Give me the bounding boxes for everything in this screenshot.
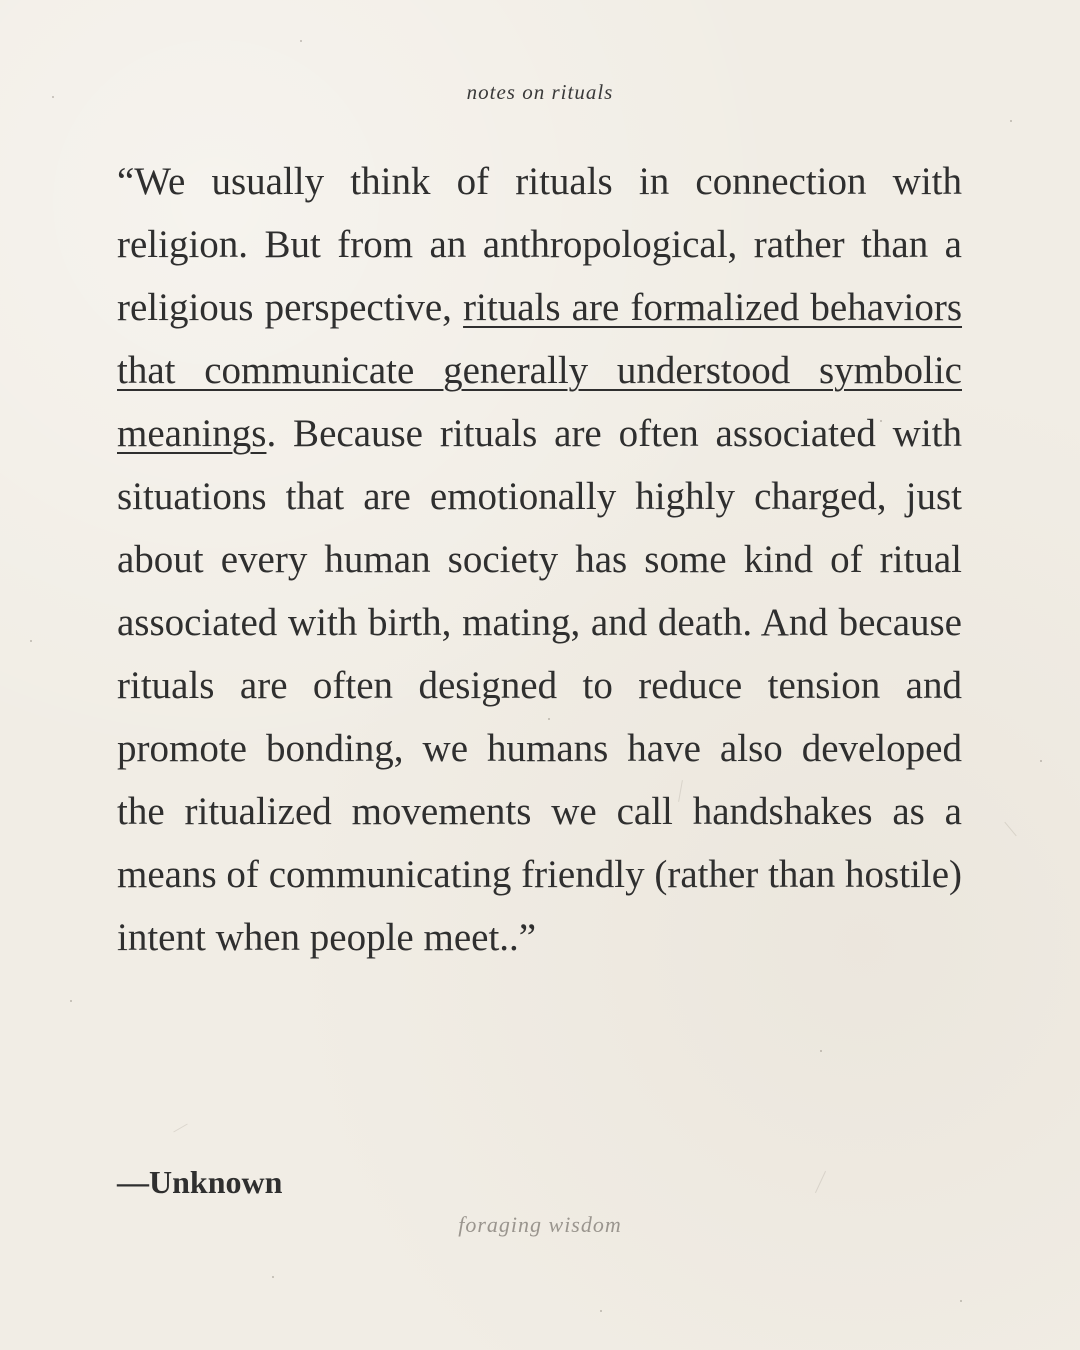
quote-attribution: —Unknown [117, 1164, 283, 1200]
page-title: notes on rituals [466, 80, 614, 104]
paper-speck [820, 1050, 822, 1052]
paper-speck [600, 1310, 602, 1312]
paper-speck [1010, 120, 1012, 122]
paper-speck [960, 1300, 962, 1302]
paper-speck [1040, 760, 1042, 762]
paper-speck [30, 640, 32, 642]
paper-fiber [173, 1124, 187, 1133]
paper-speck [272, 1276, 274, 1278]
paper-speck [300, 40, 302, 42]
quote-highlight: rituals are formalized behaviors that communicate generally understood symbolic meanings [117, 286, 963, 455]
quote-text-start: “We usually think of rituals in connection with religion. But from an anthropological, rather than a religious perspective, [117, 160, 962, 329]
quote-text [117, 150, 962, 969]
quote-text-end: . Because rituals are often associated with situations that are emotionally highly charged, just about every human society has some kind of ritual associated with birth, mating, and death. And because rituals are often designed to reduce tension and promote bonding, we humans have also developed the ritualized movements we call handshakes as a means of communicating friendly (rather than hostile) intent when people meet..” [117, 412, 962, 959]
paper-speck [70, 1000, 72, 1002]
paper-fiber [1004, 822, 1016, 836]
paper-fiber [815, 1171, 826, 1193]
brand-signature: foraging wisdom [458, 1212, 622, 1237]
